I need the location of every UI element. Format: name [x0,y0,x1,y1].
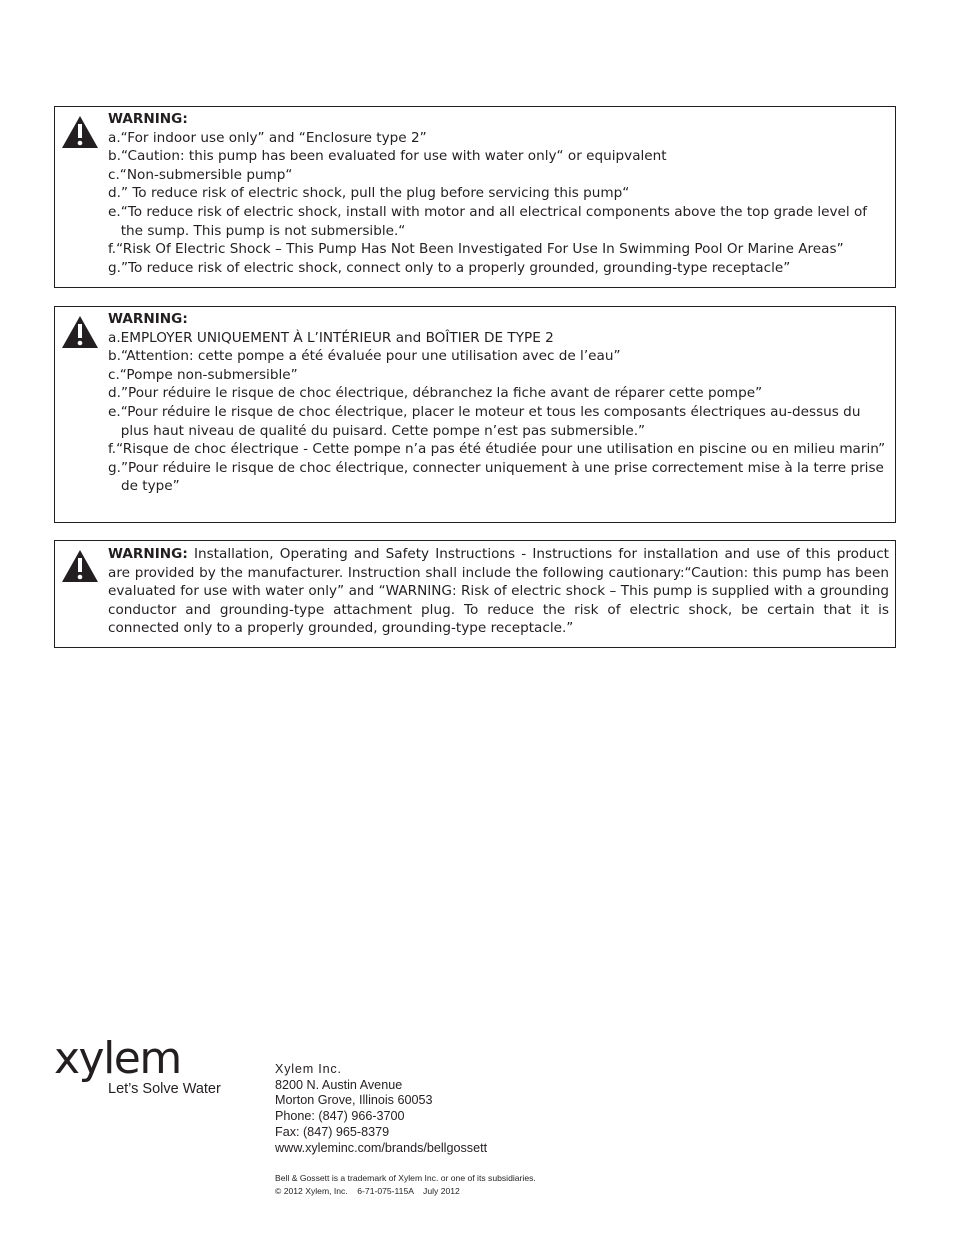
warning-content [108,310,889,496]
logo-tagline: Let’s Solve Water [108,1081,221,1097]
item-text: ”Pour réduire le risque de choc électrique, débranchez la fiche avant de réparer cette pompe” [120,385,763,402]
warning-item [108,459,889,496]
trademark-notice: Bell & Gossett is a trademark of Xylem Inc. or one of its subsidiaries. [275,1173,536,1183]
warning-box-english [54,106,896,288]
company-name: Xylem Inc. [275,1062,342,1076]
street-address: 8200 N. Austin Avenue [275,1077,403,1092]
warning-item [108,329,889,348]
item-label: f. [108,441,117,458]
item-text: “Risque de choc électrique - Cette pompe n’a pas été étudiée pour une utilisation en piscine ou en milieu marin” [116,441,886,458]
warning-item [108,347,889,366]
warning-title: WARNING: [108,111,188,127]
warning-item [108,440,889,459]
item-text: “For indoor use only” and “Enclosure type 2” [120,129,427,146]
item-text: ”Pour réduire le risque de choc électrique, connecter uniquement à une prise correctement mise à la terre prise de type” [120,459,884,495]
copyright-notice: © 2012 Xylem, Inc. 6-71-075-115A July 2012 [275,1185,460,1196]
item-label: a. [108,129,121,146]
warning-triangle-icon [61,315,99,349]
item-text: ”To reduce risk of electric shock, connect only to a properly grounded, grounding-type receptacle” [120,259,791,276]
warning-item [108,384,889,403]
warning-title: WARNING: [108,311,188,327]
warning-item [108,240,889,259]
item-label: g. [108,259,121,276]
warning-box-instructions [54,540,896,648]
warning-item [108,129,889,148]
item-text: “To reduce risk of electric shock, install with motor and all electrical components above the top grade level of the sump. This pump is not submersible.“ [120,203,868,239]
warning-item [108,259,889,278]
warning-item [108,166,889,185]
warning-item [108,184,889,203]
warning-box-french [54,306,896,523]
item-text: EMPLOYER UNIQUEMENT À L’INTÉRIEUR and BOÎTIER DE TYPE 2 [120,329,554,346]
warning-item [108,203,889,240]
item-label: e. [108,403,121,420]
fax-number: Fax: (847) 965-8379 [275,1124,390,1139]
warning-triangle-icon [61,115,99,149]
item-label: b. [108,348,121,365]
warning-item [108,403,889,440]
item-label: f. [108,241,117,258]
warning-text: Installation, Operating and Safety Instructions - Instructions for installation and use of this product are provided by the manufacturer. Instruction shall include the following cautionary:“Caution: this pump has been evaluated for use with water only” and “WARNING: Risk of electric shock – This pump is supplied with a grounding conductor and grounding-type attachment plug. To reduce the risk of electric shock, be certain that it is connected only to a properly grounded, grounding-type receptacle.” [108,546,889,637]
warning-item [108,366,889,385]
item-text: “Attention: cette pompe a été évaluée pour une utilisation avec de l’eau” [120,348,621,365]
item-label: e. [108,203,121,220]
item-label: d. [108,385,121,402]
phone-number: Phone: (847) 966-3700 [275,1109,405,1124]
logo-wordmark: xylem [54,1033,181,1084]
item-text: “Risk Of Electric Shock – This Pump Has Not Been Investigated For Use In Swimming Pool Or Marine Areas” [116,241,844,258]
item-label: a. [108,329,121,346]
xylem-logo [54,1033,221,1097]
warning-content [108,545,889,638]
item-label: g. [108,459,121,476]
item-text: ” To reduce risk of electric shock, pull the plug before servicing this pump“ [120,185,630,202]
item-text: “Caution: this pump has been evaluated for use with water only“ or equipvalent [120,148,667,165]
item-label: c. [108,366,120,383]
warning-triangle-icon [61,549,99,583]
website-link[interactable]: www.xyleminc.com/brands/bellgossett [275,1140,488,1155]
warning-title: WARNING: [108,546,188,562]
item-label: c. [108,166,120,183]
city-state-zip: Morton Grove, Illinois 60053 [275,1093,433,1108]
warning-content [108,110,889,277]
item-label: d. [108,185,121,202]
warning-item [108,147,889,166]
fine-print [275,1172,536,1197]
item-label: b. [108,148,121,165]
company-address [275,1062,487,1156]
item-text: “Non-submersible pump“ [119,166,293,183]
item-text: “Pour réduire le risque de choc électrique, placer le moteur et tous les composants électriques au-dessus du plus haut niveau de qualité du puisard. Cette pompe n’est pas submersible.” [120,403,861,439]
item-text: “Pompe non-submersible” [119,366,298,383]
